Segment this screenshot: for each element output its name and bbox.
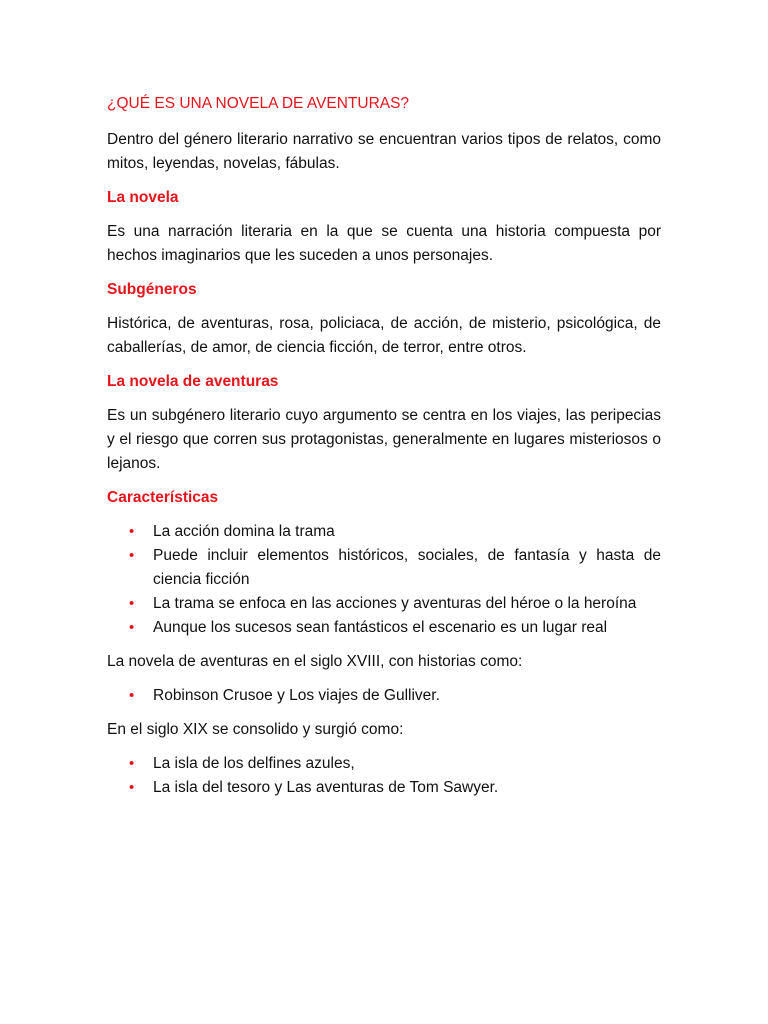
section-text-la-novela: Es una narración literaria en la que se cuenta una historia compuesta por hechos imaginarios que les suceden a unos personajes. bbox=[107, 223, 661, 264]
century-19-paragraph: En el siglo XIX se consolido y surgió como: bbox=[107, 721, 404, 738]
section-text-novela-de-aventuras: Es un subgénero literario cuyo argumento se centra en los viajes, las peripecias y el riesgo que corren sus protagonistas, generalmente en lugares misteriosos o lejanos. bbox=[107, 407, 661, 472]
list-item bbox=[107, 776, 661, 800]
list-item-text: La isla del tesoro y Las aventuras de Tom Sawyer. bbox=[153, 779, 499, 796]
characteristics-list bbox=[107, 520, 661, 640]
century-18-list bbox=[107, 684, 661, 708]
section-text-subgeneros: Histórica, de aventuras, rosa, policiaca, de acción, de misterio, psicológica, de caballerías, de amor, de ciencia ficción, de terror, entre otros. bbox=[107, 315, 661, 356]
bullet-icon: • bbox=[129, 547, 135, 564]
intro-paragraph: Dentro del género literario narrativo se encuentran varios tipos de relatos, como mitos, leyendas, novelas, fábulas. bbox=[107, 131, 661, 172]
list-item bbox=[107, 684, 661, 708]
list-item bbox=[107, 616, 661, 640]
list-item-text: La isla de los delfines azules, bbox=[153, 755, 355, 772]
list-item-text: Aunque los sucesos sean fantásticos el escenario es un lugar real bbox=[153, 619, 608, 636]
section-heading-subgeneros: Subgéneros bbox=[107, 281, 197, 298]
section-heading-caracteristicas: Características bbox=[107, 489, 219, 506]
list-item bbox=[107, 752, 661, 776]
list-item-text: La trama se enfoca en las acciones y aventuras del héroe o la heroína bbox=[153, 595, 637, 612]
list-item bbox=[107, 520, 661, 544]
bullet-icon: • bbox=[129, 687, 135, 704]
bullet-icon: • bbox=[129, 595, 135, 612]
century-19-list bbox=[107, 752, 661, 800]
bullet-icon: • bbox=[129, 619, 135, 636]
bullet-icon: • bbox=[129, 779, 135, 796]
list-item bbox=[107, 592, 661, 616]
document-title: ¿QUÉ ES UNA NOVELA DE AVENTURAS? bbox=[107, 95, 410, 112]
century-18-paragraph: La novela de aventuras en el siglo XVIII, con historias como: bbox=[107, 653, 523, 670]
section-heading-novela-de-aventuras: La novela de aventuras bbox=[107, 373, 279, 390]
list-item-text: Puede incluir elementos históricos, sociales, de fantasía y hasta de ciencia ficción bbox=[153, 547, 661, 588]
list-item bbox=[107, 544, 661, 592]
bullet-icon: • bbox=[129, 755, 135, 772]
section-heading-la-novela: La novela bbox=[107, 189, 179, 206]
list-item-text: La acción domina la trama bbox=[153, 523, 335, 540]
list-item-text: Robinson Crusoe y Los viajes de Gulliver. bbox=[153, 687, 440, 704]
bullet-icon: • bbox=[129, 523, 135, 540]
